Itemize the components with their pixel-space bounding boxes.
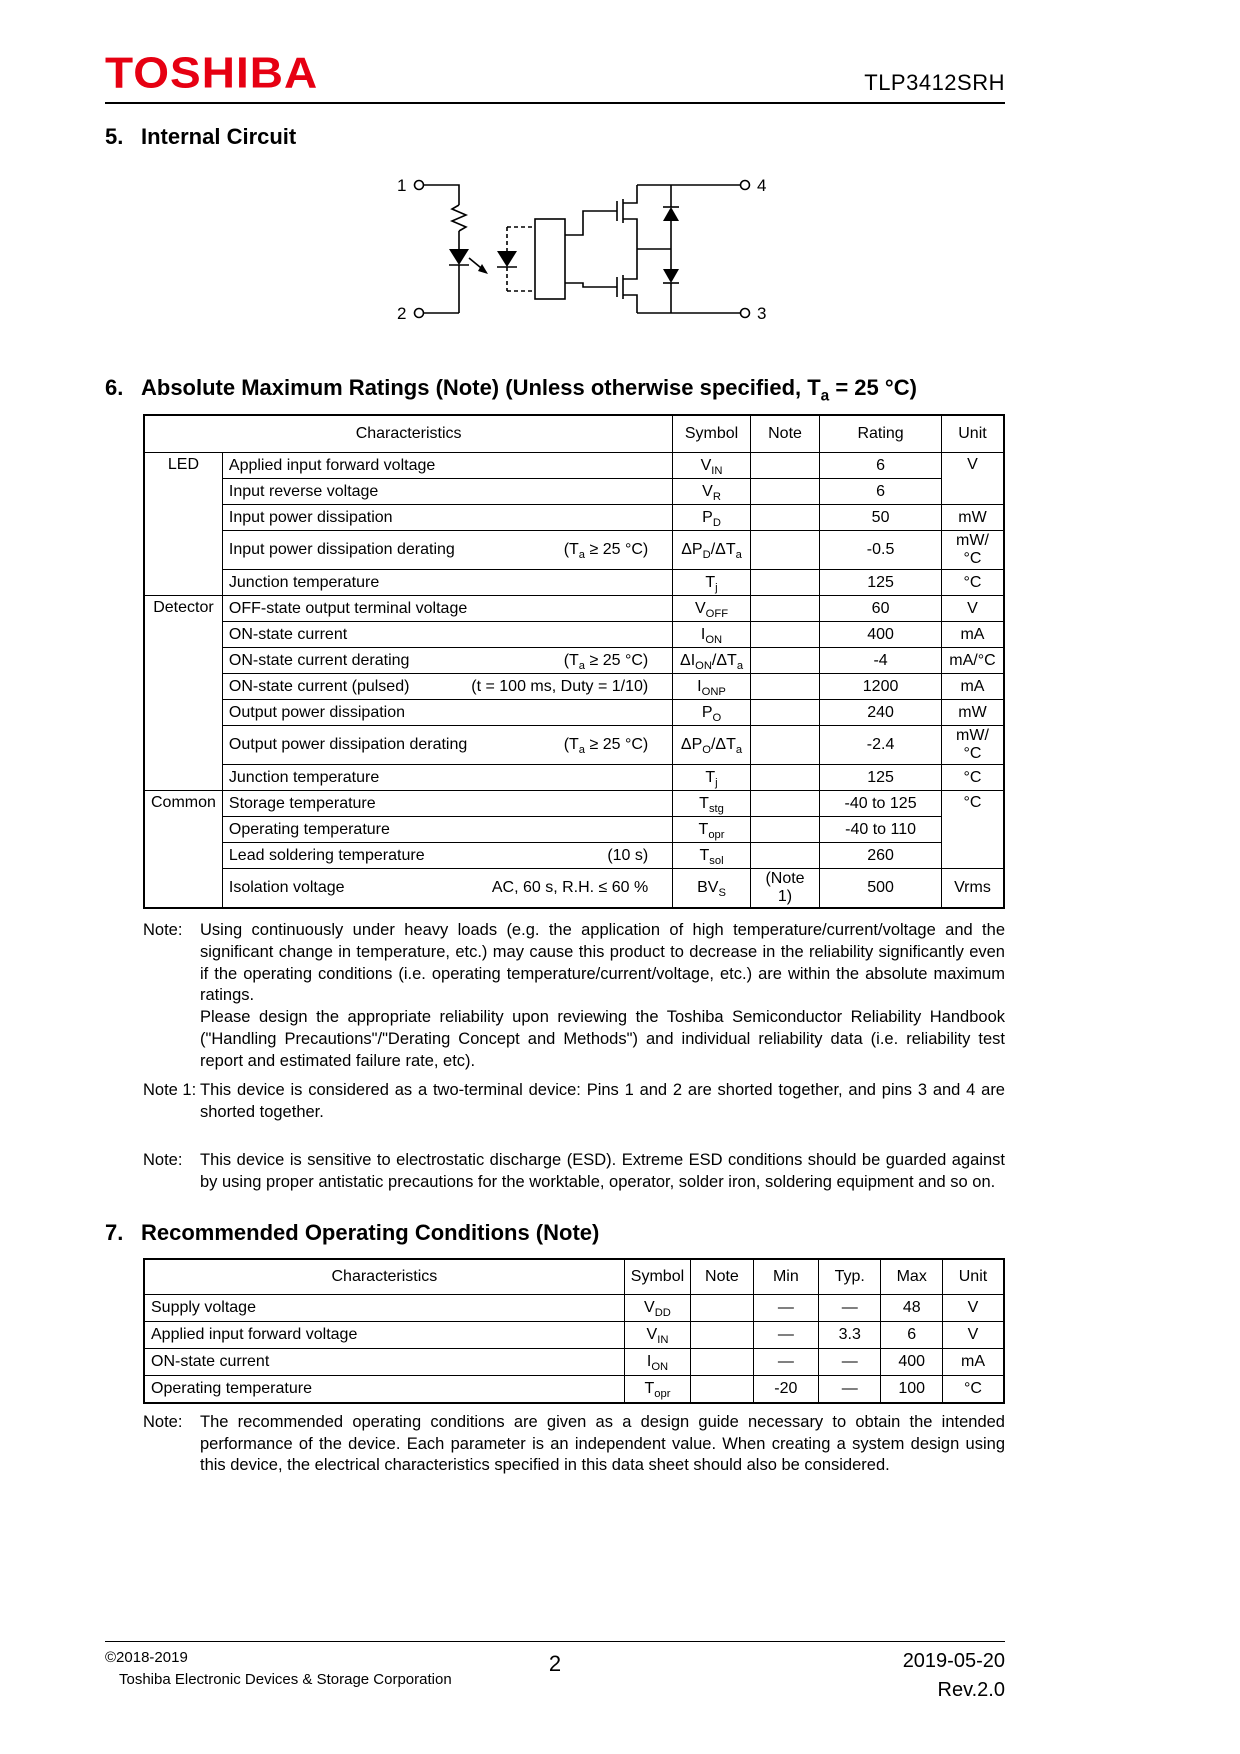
mosfet-top <box>617 185 637 249</box>
note-cell <box>750 531 819 570</box>
unit-cell: mA <box>941 674 1004 700</box>
table-header-row <box>144 1259 1004 1295</box>
note-label: Note: <box>143 921 183 940</box>
symbol-cell: $T_j$ <box>673 570 751 596</box>
section-heading-internal-circuit <box>105 124 1005 149</box>
table-row <box>144 570 1004 596</box>
max-cell: 48 <box>881 1295 943 1322</box>
characteristic-cell: Applied input forward voltage <box>144 1322 624 1349</box>
symbol-header: Symbol <box>624 1259 690 1295</box>
body-diode-bottom-triangle <box>663 269 679 283</box>
rec-op-table <box>143 1258 1005 1404</box>
mosfet-bottom <box>617 249 637 313</box>
unit-cell: mW/°C <box>941 531 1004 570</box>
characteristic-cell <box>222 817 672 843</box>
unit-cell: mA/°C <box>941 648 1004 674</box>
characteristic-cell <box>222 531 672 570</box>
min-header: Min <box>753 1259 818 1295</box>
min-cell: — <box>753 1295 818 1322</box>
table-row <box>144 843 1004 869</box>
typ-cell: — <box>819 1295 881 1322</box>
footer-right <box>903 1647 1005 1705</box>
unit-cell: V <box>942 1295 1004 1322</box>
min-cell: — <box>753 1322 818 1349</box>
header-rule <box>105 102 1005 104</box>
symbol-cell: $I_{ON}$ <box>624 1349 690 1376</box>
typ-cell: — <box>819 1349 881 1376</box>
table-row <box>144 505 1004 531</box>
unit-cell: mW <box>941 505 1004 531</box>
symbol-header: Symbol <box>673 415 751 453</box>
max-cell: 6 <box>881 1322 943 1349</box>
rating-cell: -0.5 <box>820 531 942 570</box>
company-name: Toshiba Electronic Devices & Storage Corporation <box>119 1670 452 1688</box>
characteristic-text: Isolation voltage <box>228 879 345 897</box>
characteristic-text: Storage temperature <box>228 794 376 812</box>
condition-text <box>648 457 666 475</box>
section-number: 6. <box>105 375 124 401</box>
pin-2-terminal <box>415 309 424 318</box>
characteristic-text: Output power dissipation <box>228 703 406 721</box>
section-number: 5. <box>105 124 124 149</box>
table-row <box>144 596 1004 622</box>
table-row <box>144 1295 1004 1322</box>
pin-label-1: 1 <box>397 176 407 196</box>
note-paragraph: This device is sensitive to electrostatic discharge (ESD). Extreme ESD conditions should be guarded against by using proper antistatic precautions for the worktable, operator, solder iron, soldering equipment and so on. <box>200 1150 1005 1191</box>
rating-cell: 500 <box>820 869 942 909</box>
rating-cell: 260 <box>820 843 942 869</box>
note-header: Note <box>691 1259 754 1295</box>
table-row <box>144 765 1004 791</box>
rating-header: Rating <box>820 415 942 453</box>
led-symbol <box>449 249 469 265</box>
note-cell <box>750 622 819 648</box>
condition-text <box>648 509 666 527</box>
table-row <box>144 1376 1004 1403</box>
table-row <box>144 674 1004 700</box>
characteristic-cell <box>222 505 672 531</box>
condition-text <box>648 704 666 722</box>
symbol-cell: $T_{sol}$ <box>673 843 751 869</box>
characteristic-text: Applied input forward voltage <box>228 456 436 474</box>
max-cell: 100 <box>881 1376 943 1403</box>
note-block <box>143 1080 1005 1124</box>
rating-cell: 50 <box>820 505 942 531</box>
characteristic-text: Output power dissipation derating <box>228 736 468 754</box>
footer-rule <box>105 1641 1005 1642</box>
section-title: Internal Circuit <box>141 124 297 149</box>
control-circuit-box <box>535 219 565 299</box>
note-paragraph: Using continuously under heavy loads (e.g. the application of high temperature/current/voltage and the significant change in temperature, etc.) may cause this product to decrease in the reliability significantly even if the operating conditions (i.e. operating temperature/current/voltage, etc.) are within the absolute maximum ratings. <box>200 921 1005 1005</box>
characteristic-cell <box>222 622 672 648</box>
symbol-cell: $P_O$ <box>673 700 751 726</box>
characteristic-cell <box>222 869 672 909</box>
characteristic-text: ON-state current <box>228 625 348 643</box>
condition-text: ($T_a \ge 25$ °C) <box>563 736 649 757</box>
characteristic-cell <box>222 674 672 700</box>
note-cell <box>750 648 819 674</box>
characteristic-cell <box>222 648 672 674</box>
unit-cell: Vrms <box>941 869 1004 909</box>
symbol-cell: $I_{ON}$ <box>673 622 751 648</box>
condition-text <box>648 574 666 592</box>
table-row <box>144 817 1004 843</box>
table-row <box>144 622 1004 648</box>
note-paragraph: Please design the appropriate reliability upon reviewing the Toshiba Semiconductor Reliability Handbook ("Handling Precautions"/"Derating Concept and Methods") and individual reliability data (i.e. reliability test report and estimated failure rate, etc). <box>200 1008 1005 1070</box>
condition-text: ($T_a \ge 25$ °C) <box>563 541 649 562</box>
table-row <box>144 1322 1004 1349</box>
internal-circuit-diagram <box>385 163 785 351</box>
note-cell <box>750 843 819 869</box>
condition-text <box>648 600 666 618</box>
pin-label-3: 3 <box>757 304 767 324</box>
characteristic-cell: Supply voltage <box>144 1295 624 1322</box>
characteristic-text: ON-state current derating <box>228 651 410 669</box>
characteristic-text: ON-state current (pulsed) <box>228 677 410 695</box>
characteristics-header: Characteristics <box>144 1259 624 1295</box>
note-text <box>200 1412 1005 1477</box>
characteristic-text: Operating temperature <box>228 820 390 838</box>
section-heading-rec-op <box>105 1220 1005 1245</box>
symbol-cell: $\Delta I_{ON}/\Delta T_a$ <box>673 648 751 674</box>
note-text <box>200 920 1005 1072</box>
note-cell <box>750 453 819 479</box>
pin-3-terminal <box>741 309 750 318</box>
unit-cell: mA <box>942 1349 1004 1376</box>
rating-cell: 125 <box>820 765 942 791</box>
condition-text <box>648 821 666 839</box>
symbol-cell: $P_D$ <box>673 505 751 531</box>
page-number: 2 <box>548 1651 562 1676</box>
section-number: 7. <box>105 1219 124 1245</box>
table-row <box>144 791 1004 817</box>
characteristic-cell <box>222 700 672 726</box>
typ-cell: — <box>819 1376 881 1403</box>
section-title: Absolute Maximum Ratings (Note) (Unless otherwise specified, $T_a = 25$ °C) <box>141 375 917 405</box>
rating-cell: -2.4 <box>820 726 942 765</box>
typ-header: Typ. <box>819 1259 881 1295</box>
resistor-symbol <box>452 205 466 231</box>
note-label: Note: <box>143 1412 183 1431</box>
unit-cell: °C <box>941 765 1004 791</box>
rating-cell: -40 to 110 <box>820 817 942 843</box>
table-row <box>144 531 1004 570</box>
unit-cell: °C <box>942 1376 1004 1403</box>
unit-header: Unit <box>942 1259 1004 1295</box>
note-cell <box>750 791 819 817</box>
note-header: Note <box>750 415 819 453</box>
note-cell <box>750 765 819 791</box>
rating-cell: 6 <box>820 479 942 505</box>
typ-cell: 3.3 <box>819 1322 881 1349</box>
condition-text <box>648 769 666 787</box>
note-paragraph: The recommended operating conditions are given as a design guide necessary to obtain the intended performance of the device. Each parameter is an independent value. When creating a system design using this device, the electrical characteristics specified in this data sheet should also be considered. <box>200 1412 1005 1475</box>
note-cell <box>691 1322 754 1349</box>
pin-label-4: 4 <box>757 176 767 196</box>
condition-text: (t = 100 ms, Duty = 1/10) <box>471 677 649 695</box>
note-paragraph: This device is considered as a two-terminal device: Pins 1 and 2 are shorted together, and pins 3 and 4 are shorted together. <box>200 1081 1005 1122</box>
condition-text: (10 s) <box>607 846 649 864</box>
note-cell <box>691 1376 754 1403</box>
wire <box>424 185 460 205</box>
note-cell <box>750 479 819 505</box>
note-cell <box>750 817 819 843</box>
symbol-cell: $T_j$ <box>673 765 751 791</box>
table-row <box>144 869 1004 909</box>
characteristic-cell <box>222 765 672 791</box>
rating-cell: -4 <box>820 648 942 674</box>
table-row <box>144 1349 1004 1376</box>
rating-cell: -40 to 125 <box>820 791 942 817</box>
footer-revision: Rev.2.0 <box>937 1679 1005 1701</box>
page-footer <box>105 1641 1005 1705</box>
gate-wire-bottom <box>565 283 617 287</box>
max-header: Max <box>881 1259 943 1295</box>
symbol-cell: $V_{IN}$ <box>673 453 751 479</box>
light-arrowhead <box>478 264 488 274</box>
characteristic-cell <box>222 791 672 817</box>
rating-cell: 60 <box>820 596 942 622</box>
characteristic-text: Input power dissipation derating <box>228 541 455 559</box>
gate-wire-top <box>565 211 617 235</box>
note-cell <box>750 674 819 700</box>
group-cell: Common <box>144 791 222 909</box>
note-cell <box>750 505 819 531</box>
table-row <box>144 726 1004 765</box>
symbol-cell: $V_{DD}$ <box>624 1295 690 1322</box>
table-row <box>144 453 1004 479</box>
condition-text <box>648 626 666 644</box>
note-label: Note 1: <box>143 1081 197 1100</box>
symbol-cell: $I_{ONP}$ <box>673 674 751 700</box>
note-block <box>143 1150 1005 1194</box>
pin-1-terminal <box>415 181 424 190</box>
symbol-cell: $\Delta P_O/\Delta T_a$ <box>673 726 751 765</box>
condition-text: AC, 60 s, R.H. ≤ 60 % <box>491 879 649 897</box>
note-cell <box>691 1295 754 1322</box>
condition-text <box>648 483 666 501</box>
symbol-cell: $V_{IN}$ <box>624 1322 690 1349</box>
table-row <box>144 648 1004 674</box>
note-text <box>200 1080 1005 1124</box>
abs-max-table <box>143 414 1005 910</box>
toshiba-logo: TOSHIBA <box>105 47 319 98</box>
section-title: Recommended Operating Conditions (Note) <box>141 1219 600 1245</box>
rating-cell: 125 <box>820 570 942 596</box>
note-block <box>143 1412 1005 1477</box>
note-text <box>200 1150 1005 1194</box>
section-heading-abs-max <box>105 375 1005 405</box>
unit-cell: °C <box>941 570 1004 596</box>
rating-cell: 240 <box>820 700 942 726</box>
characteristic-text: Input power dissipation <box>228 508 393 526</box>
characteristic-cell <box>222 479 672 505</box>
unit-cell: mA <box>941 622 1004 648</box>
table-row <box>144 479 1004 505</box>
characteristic-cell: Operating temperature <box>144 1376 624 1403</box>
note-label: Note: <box>143 1150 183 1169</box>
rating-cell: 6 <box>820 453 942 479</box>
characteristics-header: Characteristics <box>144 415 673 453</box>
min-cell: -20 <box>753 1376 818 1403</box>
min-cell: — <box>753 1349 818 1376</box>
note-cell <box>750 596 819 622</box>
condition-text: ($T_a \ge 25$ °C) <box>563 651 649 672</box>
copyright: ©2018-2019 <box>105 1649 188 1666</box>
note-cell <box>691 1349 754 1376</box>
table-header-row <box>144 415 1004 453</box>
unit-cell: °C <box>941 791 1004 869</box>
symbol-cell: $V_R$ <box>673 479 751 505</box>
pin-label-2: 2 <box>397 304 407 324</box>
group-cell: Detector <box>144 596 222 791</box>
photodiode-symbol <box>497 251 517 267</box>
footer-date: 2019-05-20 <box>902 1650 1005 1672</box>
symbol-cell: $V_{OFF}$ <box>673 596 751 622</box>
characteristic-text: Input reverse voltage <box>228 482 379 500</box>
characteristic-text: Junction temperature <box>228 573 380 591</box>
characteristic-text: Junction temperature <box>228 768 380 786</box>
group-cell: LED <box>144 453 222 596</box>
part-number: TLP3412SRH <box>864 70 1005 95</box>
characteristic-cell <box>222 570 672 596</box>
rating-cell: 400 <box>820 622 942 648</box>
unit-cell: V <box>941 453 1004 505</box>
characteristic-cell <box>222 453 672 479</box>
note-cell <box>750 726 819 765</box>
unit-cell: mW <box>941 700 1004 726</box>
characteristic-cell <box>222 843 672 869</box>
symbol-cell: $T_{stg}$ <box>673 791 751 817</box>
page-header <box>105 26 1005 98</box>
unit-cell: V <box>941 596 1004 622</box>
rating-cell: 1200 <box>820 674 942 700</box>
characteristic-cell <box>222 726 672 765</box>
unit-cell: V <box>942 1322 1004 1349</box>
note-cell: (Note 1) <box>750 869 819 909</box>
footer-left <box>105 1647 452 1705</box>
pin-4-terminal <box>741 181 750 190</box>
note-block <box>143 920 1005 1072</box>
symbol-cell: $T_{opr}$ <box>624 1376 690 1403</box>
body-diode-top-triangle <box>663 207 679 221</box>
characteristic-text: Lead soldering temperature <box>228 846 425 864</box>
note-cell <box>750 570 819 596</box>
max-cell: 400 <box>881 1349 943 1376</box>
symbol-cell: $T_{opr}$ <box>673 817 751 843</box>
unit-header: Unit <box>941 415 1004 453</box>
table-row <box>144 700 1004 726</box>
condition-text <box>648 795 666 813</box>
characteristic-text: OFF-state output terminal voltage <box>228 599 468 617</box>
note-cell <box>750 700 819 726</box>
symbol-cell: $BV_S$ <box>673 869 751 909</box>
unit-cell: mW/°C <box>941 726 1004 765</box>
characteristic-cell <box>222 596 672 622</box>
symbol-cell: $\Delta P_D/\Delta T_a$ <box>673 531 751 570</box>
internal-circuit-figure <box>385 163 1005 351</box>
characteristic-cell: ON-state current <box>144 1349 624 1376</box>
